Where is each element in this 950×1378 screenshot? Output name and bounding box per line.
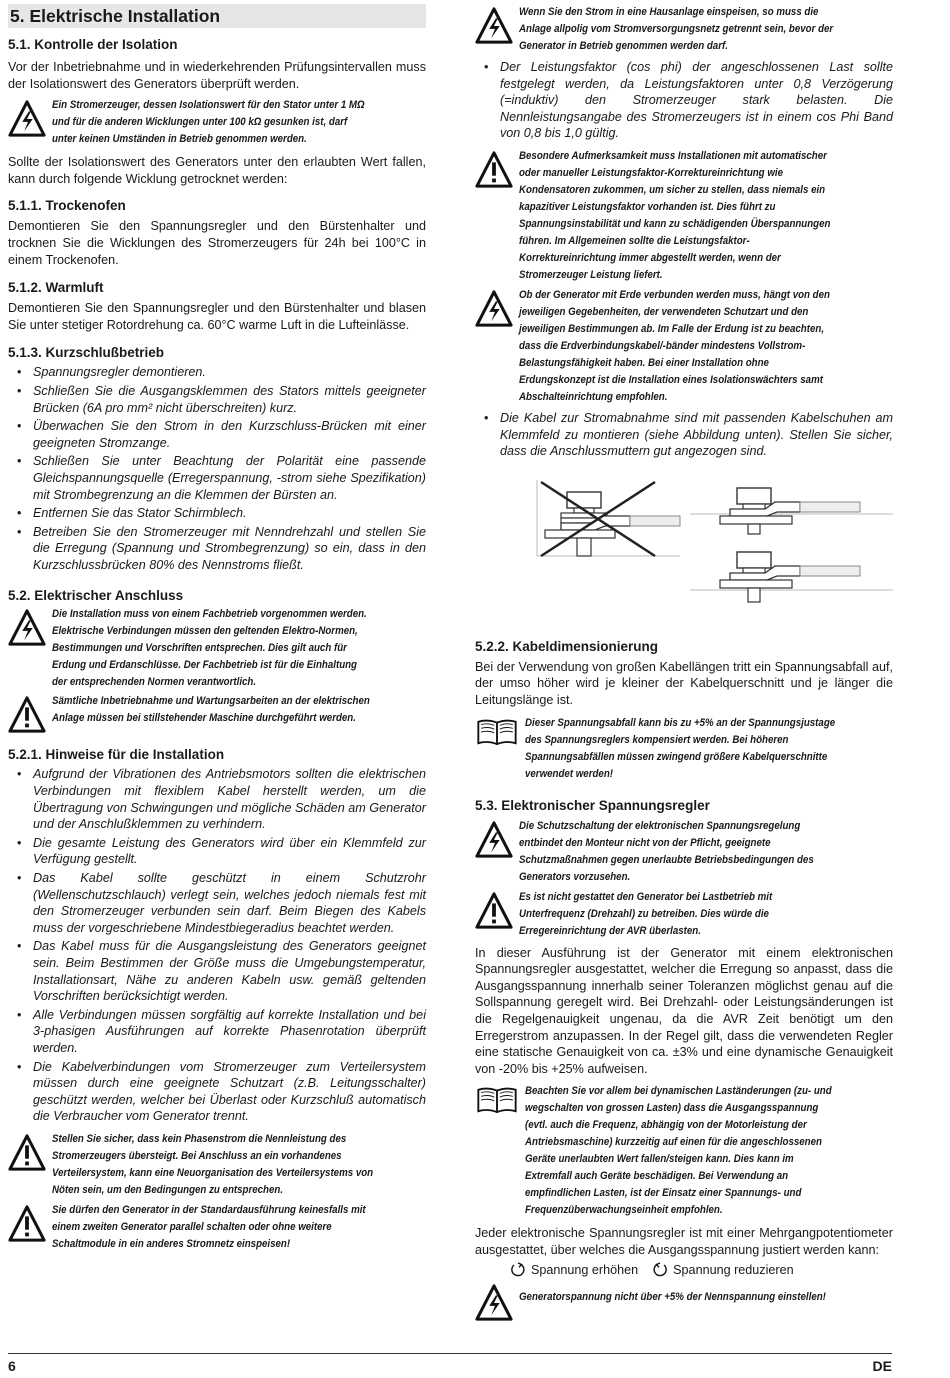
electric-hazard-icon (8, 100, 46, 138)
wrong-mounting-figure (537, 480, 680, 556)
list-item: • Schließen Sie die Ausgangsklemmen des Stators mittels geeigneter Brücken (6A pro mm² nicht überschreiten) kurz. (8, 383, 426, 416)
warning-text: Besondere Aufmerksamkeit muss Installationen mit automatischer oder manueller Leistungsfaktor-Korrektureinrichtung wie Kondensatoren zukommen, um sicher zu stellen, dass niemals ein kapazitiver Leistungsfaktor vorhanden ist. Dies führt zu Spannungsinstabilität und kann zu schädigenden Überspannungen führen. Im Allgemeinen sollte die Leistungsfaktor-Korrektureinrichtung immer abgestellt werden, wenn der Stromerzeuger Leistung liefert. (519, 149, 831, 281)
chapter-heading: 5. Elektrische Installation (8, 4, 426, 28)
language-code: DE (872, 1358, 892, 1374)
warning-block (8, 1202, 426, 1253)
book-note-icon (475, 1086, 519, 1114)
exclamation-warning-icon (8, 1134, 46, 1172)
right-column (475, 0, 893, 1322)
list-item: • Die Kabelverbindungen vom Stromerzeuger zum Verteilersystem müssen durch eine geeignete Schutzart (z.B. Leitungsschalter) geschützt werden, welcher bei Überlast oder Kurzschluß automatisch die Verbraucher vom Generator trennt. (8, 1059, 426, 1125)
warning-block (8, 693, 426, 734)
list-item: • Spannungsregler demontieren. (8, 364, 426, 381)
paragraph: Sollte der Isolationswert des Generators unter den erlaubten Wert fallen, kann durch folgende Wicklung getrocknet werden: (8, 155, 426, 186)
electric-hazard-icon (475, 1284, 513, 1322)
warning-block (475, 1281, 893, 1322)
note-text: Dieser Spannungsabfall kann bis zu +5% an der Spannungsjustage des Spannungsreglers kompensiert werden. Bei höheren Spannungsabfällen müssen zwingend größere Kabelquerschnitte verwendet werden! (525, 716, 836, 780)
warning-text: Die Schutzschaltung der elektronischen Spannungsregelung entbindet den Monteur nicht von der Pflicht, geeignete Schutzmaßnahmen gegen unerlaubte Betriebsbedingungen des Generators vorzusehen. (519, 819, 814, 883)
section-heading-5-3: 5.3. Elektronischer Spannungsregler (475, 797, 710, 813)
section-heading-5-1-1: 5.1.1. Trockenofen (8, 198, 126, 214)
section-heading-5-1-3: 5.1.3. Kurzschlußbetrieb (8, 345, 165, 361)
list-item: • Das Kabel sollte geschützt in einem Schutzrohr (Wellenschutzschlauch) verlegt sein, welches jedoch niemals fest mit den Stromerzeuger verbunden sein darf. Beim Biegen des Kabels muss der vorgeschriebene Mindestbiegeradius beachtet werden. (8, 870, 426, 936)
note-text: Beachten Sie vor allem bei dynamischen Laständerungen (zu- und wegschalten von grossen Lasten) dass die Ausgangsspannung (evtl. auch die Frequenz, abhängig von der Motorleistung der Antriebsmaschine) kurzzeitig auf einen für die angeschlossenen Geräte unerlaubten Wert fallen/steigen kann. Dies kann im Extremfall auch Geräte beschädigen. Bei Verwendung an empfindlichen Lasten, ist der Einsatz einer Spannungs- und Frequenzüberwachungseinheit empfohlen. (525, 1085, 832, 1217)
warning-block (8, 1131, 426, 1199)
electric-hazard-icon (8, 609, 46, 647)
paragraph: Demontieren Sie den Spannungsregler und den Bürstenhalter und trocknen Sie die Wicklungen des Stromerzeugers für 24h bei 100°C in einem Trockenofen. (8, 219, 426, 267)
warning-block (8, 606, 426, 691)
paragraph: Demontieren Sie den Spannungsregler und den Bürstenhalter und blasen Sie unter stetiger Rotordrehung ca. 60°C warme Luft in die Lufteinlässe. (8, 301, 426, 332)
decrease-voltage-label: Spannung reduzieren (673, 1263, 794, 1278)
section-heading-5-2-1: 5.2.1. Hinweise für die Installation (8, 747, 225, 763)
rotate-clockwise-icon (510, 1262, 526, 1278)
bullet-list (475, 410, 893, 460)
electric-hazard-icon (475, 290, 513, 328)
warning-text: Es ist nicht gestattet den Generator bei Lastbetrieb mit Unterfrequenz (Drehzahl) zu betreiben. Dies würde die Erregereinrichtung der AVR überlasten. (519, 890, 773, 937)
warning-block (475, 889, 893, 940)
paragraph: Jeder elektronische Spannungsregler ist mit einer Mehrgangpotentiometer ausgestattet, über welches die Ausgangsspannung justiert werden kann: (475, 1226, 893, 1257)
bullet-list (475, 59, 893, 142)
section-heading-5-2-2: 5.2.2. Kabeldimensionierung (475, 638, 659, 654)
list-item: • Aufgrund der Vibrationen des Antriebsmotors sollten die elektrischen Verbindungen mit flexiblem Kabel herstellt werden, um die Übertragung von Schwingungen und mögliche Schäden am Generator und der Anschlußklemmen zu verhindern. (8, 766, 426, 832)
left-column (8, 0, 426, 1253)
correct-mounting-figure (690, 488, 893, 534)
list-item: • Alle Verbindungen müssen sorgfältig auf korrekte Installation und bei 3-phasigen Ausführungen auf korrekte Phasenrotation überprüft werden. (8, 1007, 426, 1057)
section-heading-5-2: 5.2. Elektrischer Anschluss (8, 588, 184, 604)
warning-block (475, 4, 893, 55)
list-item: • Schließen Sie unter Beachtung der Polarität eine passende Gleichspannungsquelle (Erregerspannung, -strom siehe Spezifikation) mit Strombegrenzung an die Klemmen der Bürsten an. (8, 453, 426, 503)
warning-text: Sämtliche Inbetriebnahme und Wartungsarbeiten an der elektrischen Anlage müssen bei stillstehender Maschine durchgeführt werden. (52, 695, 370, 725)
correct-mounting-figure-2 (690, 552, 893, 602)
exclamation-warning-icon (475, 151, 513, 189)
exclamation-warning-icon (8, 1205, 46, 1243)
warning-block (475, 287, 893, 406)
warning-text: Sie dürfen den Generator in der Standardausführung keinesfalls mit einem zweiten Generator parallel schalten oder ohne weitere Schaltmodule in ein anderes Stromnetz einspeisen! (52, 1203, 366, 1250)
section-heading-5-1-2: 5.1.2. Warmluft (8, 280, 104, 296)
list-item: • Betreiben Sie den Stromerzeuger mit Nenndrehzahl und stellen Sie die Erregung (Spannung und Strombegrenzung) so ein, dass in den Kurzschlussbrücken 80% des Nennstroms fließt. (8, 524, 426, 574)
bullet-list (8, 364, 426, 573)
exclamation-warning-icon (8, 696, 46, 734)
book-note-icon (475, 718, 519, 746)
warning-text: Wenn Sie den Strom in eine Hausanlage einspeisen, so muss die Anlage allpolig vom Stromversorgungsnetz getrennt sein, bevor der Generator in Betrieb genommen werden darf. (519, 6, 834, 52)
footer-rule (8, 1353, 892, 1354)
rotate-counterclockwise-icon (652, 1262, 668, 1278)
warning-text: Ein Stromerzeuger, dessen Isolationswert für den Stator unter 1 MΩ und für die anderen Wicklungen unter 100 kΩ gesunken ist, darf unter keinen Umständen in Betrieb genommen werden. (52, 99, 365, 146)
paragraph: In dieser Ausführung ist der Generator mit einem elektronischen Spannungsregler ausgestattet, welcher die Erregung so anpasst, dass die Ausgangsspannung innerhalb seiner Toleranzen möglichst genau auf die Sollspannung geregelt wird. Bei Drehzahl- oder Leistungsänderungen ist die Regelgenauigkeit ungenau, da die AVR Zeit benötigt um den Erregerstrom anzupassen. In der Regel gilt, dass die verwendeten Regler eine statische Genauigkeit von ca. ±3% und eine dynamische Genauigkeit von -20% bis +25% aufweisen. (475, 945, 893, 1076)
note-block (475, 1083, 893, 1219)
warning-text: Generatorspannung nicht über +5% der Nennspannung einstellen! (519, 1291, 826, 1304)
potentiometer-adjust-row (510, 1262, 893, 1278)
cable-lug-illustration (475, 474, 893, 624)
page-number: 6 (8, 1358, 16, 1374)
list-item: • Die gesamte Leistung des Generators wird über ein Klemmfeld zur Verfügung gestellt. (8, 835, 426, 868)
paragraph: Vor der Inbetriebnahme und in wiederkehrenden Prüfungsintervallen muss der Isolationswert des Generators überprüft werden. (8, 60, 426, 91)
note-block (475, 715, 893, 783)
warning-block (475, 148, 893, 284)
warning-text: Ob der Generator mit Erde verbunden werden muss, hängt von den jeweiligen Gegebenheiten, der verwendeten Schutzart und den jeweiligen Bestimmungen ab. Im Falle der Erdung ist zu beachten, dass die Erdverbindungskabel/-bänder mindestens Vollstrom-Belastungsfähigkeit haben. Bei einer Installation ohne Erdungskonzept ist die Installation eines Isolationswächters samt Abschalteinrichtung empfohlen. (519, 288, 830, 403)
exclamation-warning-icon (475, 892, 513, 930)
electric-hazard-icon (475, 821, 513, 859)
section-heading-5-1: 5.1. Kontrolle der Isolation (8, 37, 178, 52)
warning-text: Die Installation muss von einem Fachbetrieb vorgenommen werden. Elektrische Verbindungen müssen den geltenden Elektro-Normen, Bestimmungen und Vorschriften entsprechen. Dies gilt auch für Erdung und Erdanschlüsse. Der Fachbetrieb ist für die Einhaltung der entsprechenden Normen verantwortlich. (52, 608, 367, 689)
list-item: • Entfernen Sie das Stator Schirmblech. (8, 505, 426, 522)
list-item: • Der Leistungsfaktor (cos phi) der angeschlossenen Last sollte festgelegt werden, da Leistungsfaktoren unter 0,8 Verzögerung (=induktiv) den Stromerzeuger stark belasten. Die Nennleistungsangabe des Stromerzeugers ist in einem cos Phi Band von 0,8 bis 1,0 gültig. (475, 59, 893, 142)
paragraph: Bei der Verwendung von großen Kabellängen tritt ein Spannungsabfall auf, der umso höher wird je kleiner der Kabelquerschnitt und je länger die Leitungslänge ist. (475, 659, 893, 707)
list-item: • Überwachen Sie den Strom in den Kurzschluss-Brücken mit einer geeigneten Stromzange. (8, 418, 426, 451)
list-item: • Das Kabel muss für die Ausgangsleistung des Generators geeignet sein. Beim Bestimmen der Größe muss die Umgebungstemperatur, Installationsart, Nähe zu anderen Kabeln usw. gemäß geltenden Vorschriften berücksichtigt werden. (8, 938, 426, 1004)
warning-block (475, 818, 893, 886)
list-item: • Die Kabel zur Stromabnahme sind mit passenden Kabelschuhen am Klemmfeld zu montieren (siehe Abbildung unten). Stellen Sie sicher, dass die Anschlussmuttern gut angezogen sind. (475, 410, 893, 460)
warning-text: Stellen Sie sicher, dass kein Phasenstrom die Nennleistung des Stromerzeugers übersteigt. Bei Anschluss an ein vorhandenes Verteilersystem, kann eine Neuorganisation des Verteilersystems von Nöten sein, um den Bedingungen zu entsprechen. (52, 1132, 374, 1196)
increase-voltage-label: Spannung erhöhen (531, 1263, 639, 1278)
bullet-list (8, 766, 426, 1124)
electric-hazard-icon (475, 7, 513, 45)
warning-block (8, 97, 426, 148)
